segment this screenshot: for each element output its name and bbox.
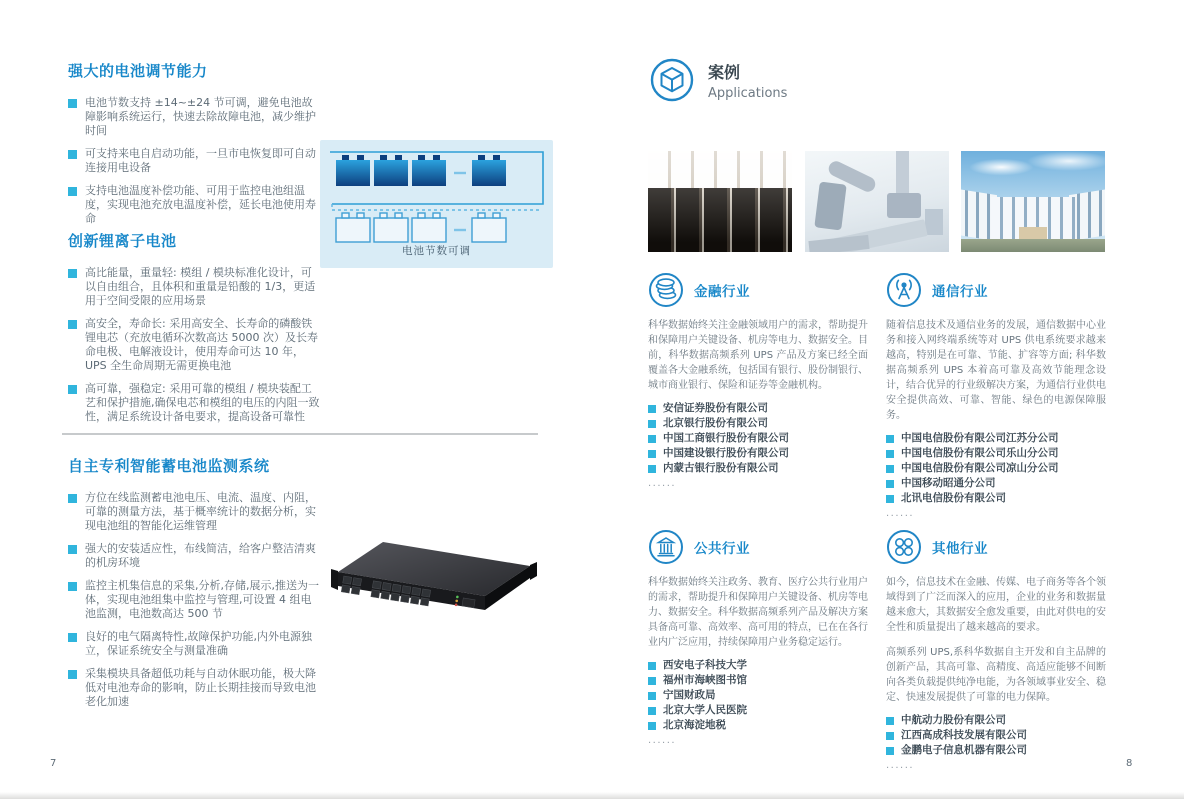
client-list [648,660,868,731]
building-ground [961,239,1105,252]
bullet-square-icon [648,435,656,443]
client-list [886,433,1106,504]
client-item: 中国移动昭通分公司 [886,478,1106,489]
client-list [886,715,1106,756]
page-number-left: 7 [50,758,57,769]
client-item: 宁国财政局 [648,690,868,701]
battery-diagram-caption: 电池节数可调 [402,245,471,257]
bullet-square-icon [68,582,77,591]
section-battery-monitoring [68,455,322,718]
bullet-square-icon [648,722,656,730]
bullet-square-icon [68,670,77,679]
medical-body [814,182,846,231]
bullet-square-icon [886,450,894,458]
industry-paragraph: 科华数据始终关注金融领域用户的需求，帮助提升和保障用户关键设备、机房等电力、数据安全。目前，科华数据高频系列 UPS 产品及方案已经全面覆盖各大金融系统，包括国有银行、股份制银行、城市商业银行、保险和证券等金融机构。 [648,320,868,391]
more-ellipsis: ...... [648,478,677,489]
bullet-square-icon [68,187,77,196]
bullet-item: 可支持来电自启动功能，一旦市电恢复即可自动连接用电设备 [68,147,322,175]
client-item: 北讯电信股份有限公司 [886,493,1106,504]
cube-icon [650,58,694,102]
bank-icon [648,529,684,565]
section-divider [62,433,538,435]
bullet-square-icon [886,480,894,488]
bullet-square-icon [68,150,77,159]
section-title: 自主专利智能蓄电池监测系统 [68,457,270,475]
header-subtitle: Applications [708,85,788,101]
bullet-square-icon [68,99,77,108]
client-item: 中国电信股份有限公司江苏分公司 [886,433,1106,444]
bullet-item: 强大的安装适应性，布线简洁，给客户整洁清爽的机房环境 [68,542,322,570]
page-bottom-edge [0,792,1184,799]
case-photos [648,151,1105,252]
bullet-list [68,491,322,709]
medical-panel [925,209,943,235]
bullet-square-icon [648,692,656,700]
bullet-square-icon [68,269,77,278]
industry-paragraph: 随着信息技术及通信业务的发展，通信数据中心业务和接入网终端系统等对 UPS 供电系统要求越来越高，特别是在可靠、节能、扩容等方面; 科华数据高频系列 UPS 本着高可靠及高效节能理念设计，结合优异的行业级解决方案，为通信行业供电安全提供高效、可靠、智能、绿色的电源保障服务。 [886,320,1106,421]
bullet-item: 高可靠，强稳定: 采用可靠的模组 / 模块装配工艺和保护措施,确保电芯和模组的电压的内阻一致性，满足系统设计备电要求，提高设备可靠性 [68,382,322,424]
industry-public [648,529,868,771]
client-item: 内蒙古银行股份有限公司 [648,463,868,474]
bullet-square-icon [648,707,656,715]
client-item: 中航动力股份有限公司 [886,715,1106,726]
client-item: 中国工商银行股份有限公司 [648,433,868,444]
building-entry [1019,227,1047,239]
industry-header [648,529,868,565]
client-item: 北京大学人民医院 [648,705,868,716]
bullet-square-icon [886,435,894,443]
header-title: 案例 [708,62,741,82]
antenna-icon [886,272,922,308]
monitoring-device-image [320,524,548,624]
bullet-item: 电池节数支持 ±14~±24 节可调，避免电池故障影响系统运行，快速去除故障电池，减少维护时间 [68,96,322,138]
photo-government-building [961,151,1105,252]
bullet-square-icon [68,385,77,394]
bullet-list [68,266,322,424]
section-title: 强大的电池调节能力 [68,62,208,80]
industry-title: 公共行业 [694,541,750,557]
industry-header [648,272,868,308]
bullet-square-icon [886,732,894,740]
coins-icon [648,272,684,308]
bullet-square-icon [648,405,656,413]
section-title: 创新锂离子电池 [68,232,177,250]
client-item: 福州市海峡图书馆 [648,675,868,686]
client-item: 安信证券股份有限公司 [648,403,868,414]
client-list [648,403,868,474]
photo-medical-equipment [805,151,949,252]
bullet-square-icon [886,747,894,755]
industry-sections [648,272,1106,771]
more-ellipsis: ...... [886,508,915,519]
client-item: 西安电子科技大学 [648,660,868,671]
medical-mount [896,151,909,197]
medical-head [887,193,921,218]
page-number-right: 8 [1126,758,1133,769]
client-item: 江西高成科技发展有限公司 [886,730,1106,741]
client-item: 中国电信股份有限公司乐山分公司 [886,448,1106,459]
bullet-square-icon [648,662,656,670]
industry-header [886,529,1106,565]
client-item: 中国建设银行股份有限公司 [648,448,868,459]
bullet-item: 方位在线监测蓄电池电压、电流、温度、内阻，可靠的测量方法，基于概率统计的数据分析，实现电池组的智能化运维管理 [68,491,322,533]
bullet-list [68,96,322,226]
bullet-square-icon [68,494,77,503]
bullet-square-icon [648,465,656,473]
industry-title: 通信行业 [932,284,988,300]
industry-paragraph: 如今，信息技术在金融、传媒、电子商务等各个领域得到了广泛而深入的应用，企业的业务和数据量越来愈大，其数据安全愈发重要，由此对供电的安全性和质量提出了越来越高的要求。 [886,577,1106,633]
client-item: 金鹏电子信息机器有限公司 [886,745,1106,756]
bullet-square-icon [648,450,656,458]
datacenter-racks [648,188,792,252]
bullet-square-icon [886,495,894,503]
industry-title: 其他行业 [932,541,988,557]
bullet-square-icon [648,677,656,685]
industry-finance [648,272,868,519]
section-battery-adjust [68,60,322,235]
bullet-square-icon [886,717,894,725]
bullet-square-icon [886,465,894,473]
bullet-item: 采集模块具备超低功耗与自动休眠功能，极大降低对电池寿命的影响，防止长期挂接而导致电池老化加速 [68,667,322,709]
client-item: 北京海淀地税 [648,720,868,731]
bullet-item: 高安全，寿命长: 采用高安全、长寿命的磷酸铁锂电芯（充放电循环次数高达 5000 次）及长寿命电极、电解液设计，使用寿命可达 10 年，UPS 全生命周期无需更换电池 [68,317,322,373]
applications-header [650,58,787,102]
bullet-square-icon [68,320,77,329]
client-item: 北京银行股份有限公司 [648,418,868,429]
applications-header-text [708,60,787,101]
photo-datacenter [648,151,792,252]
battery-diagram-panel [320,140,553,268]
industry-telecom [886,272,1106,519]
medical-base [808,235,869,252]
four-circles-icon [886,529,922,565]
section-lithium-battery [68,230,322,433]
bullet-square-icon [68,633,77,642]
more-ellipsis: ...... [886,760,915,771]
industry-title: 金融行业 [694,284,750,300]
industry-other [886,529,1106,771]
more-ellipsis: ...... [648,735,677,746]
battery-diagram-graphic [320,140,553,244]
bullet-item: 监控主机集信息的采集,分析,存储,展示,推送为一体，实现电池组集中监控与管理,可设置 4 组电池监测，电池数高达 500 节 [68,579,322,621]
datacenter-ceiling [648,151,792,188]
bullet-square-icon [648,420,656,428]
bullet-item: 良好的电气隔离特性,故障保护功能,内外电源独立，保证系统安全与测量准确 [68,630,322,658]
industry-paragraph: 科华数据始终关注政务、教育、医疗公共行业用户的需求，帮助提升和保障用户关键设备、机房等电力、数据安全。科华数据高频系列产品及解决方案具备高可靠、高效率、高可用的特点，已在在各行业内广泛应用，持续保障用户业务稳定运行。 [648,577,868,648]
bullet-item: 高比能量，重量轻: 模组 / 模块标准化设计，可以自由组合，且体积和重量是铅酸的 1/3，更适用于空间受限的应用场景 [68,266,322,308]
industry-paragraph: 高频系列 UPS,系科华数据自主开发和自主品牌的创新产品，其高可靠、高精度、高适应能够不间断向各类负载提供纯净电能，为各领域事业安全、稳定、快速发展提供了可靠的电力保障。 [886,647,1106,703]
bullet-square-icon [68,545,77,554]
client-item: 中国电信股份有限公司凉山分公司 [886,463,1106,474]
industry-header [886,272,1106,308]
bullet-item: 支持电池温度补偿功能、可用于监控电池组温度，实现电池充放电温度补偿，延长电池使用寿命 [68,184,322,226]
